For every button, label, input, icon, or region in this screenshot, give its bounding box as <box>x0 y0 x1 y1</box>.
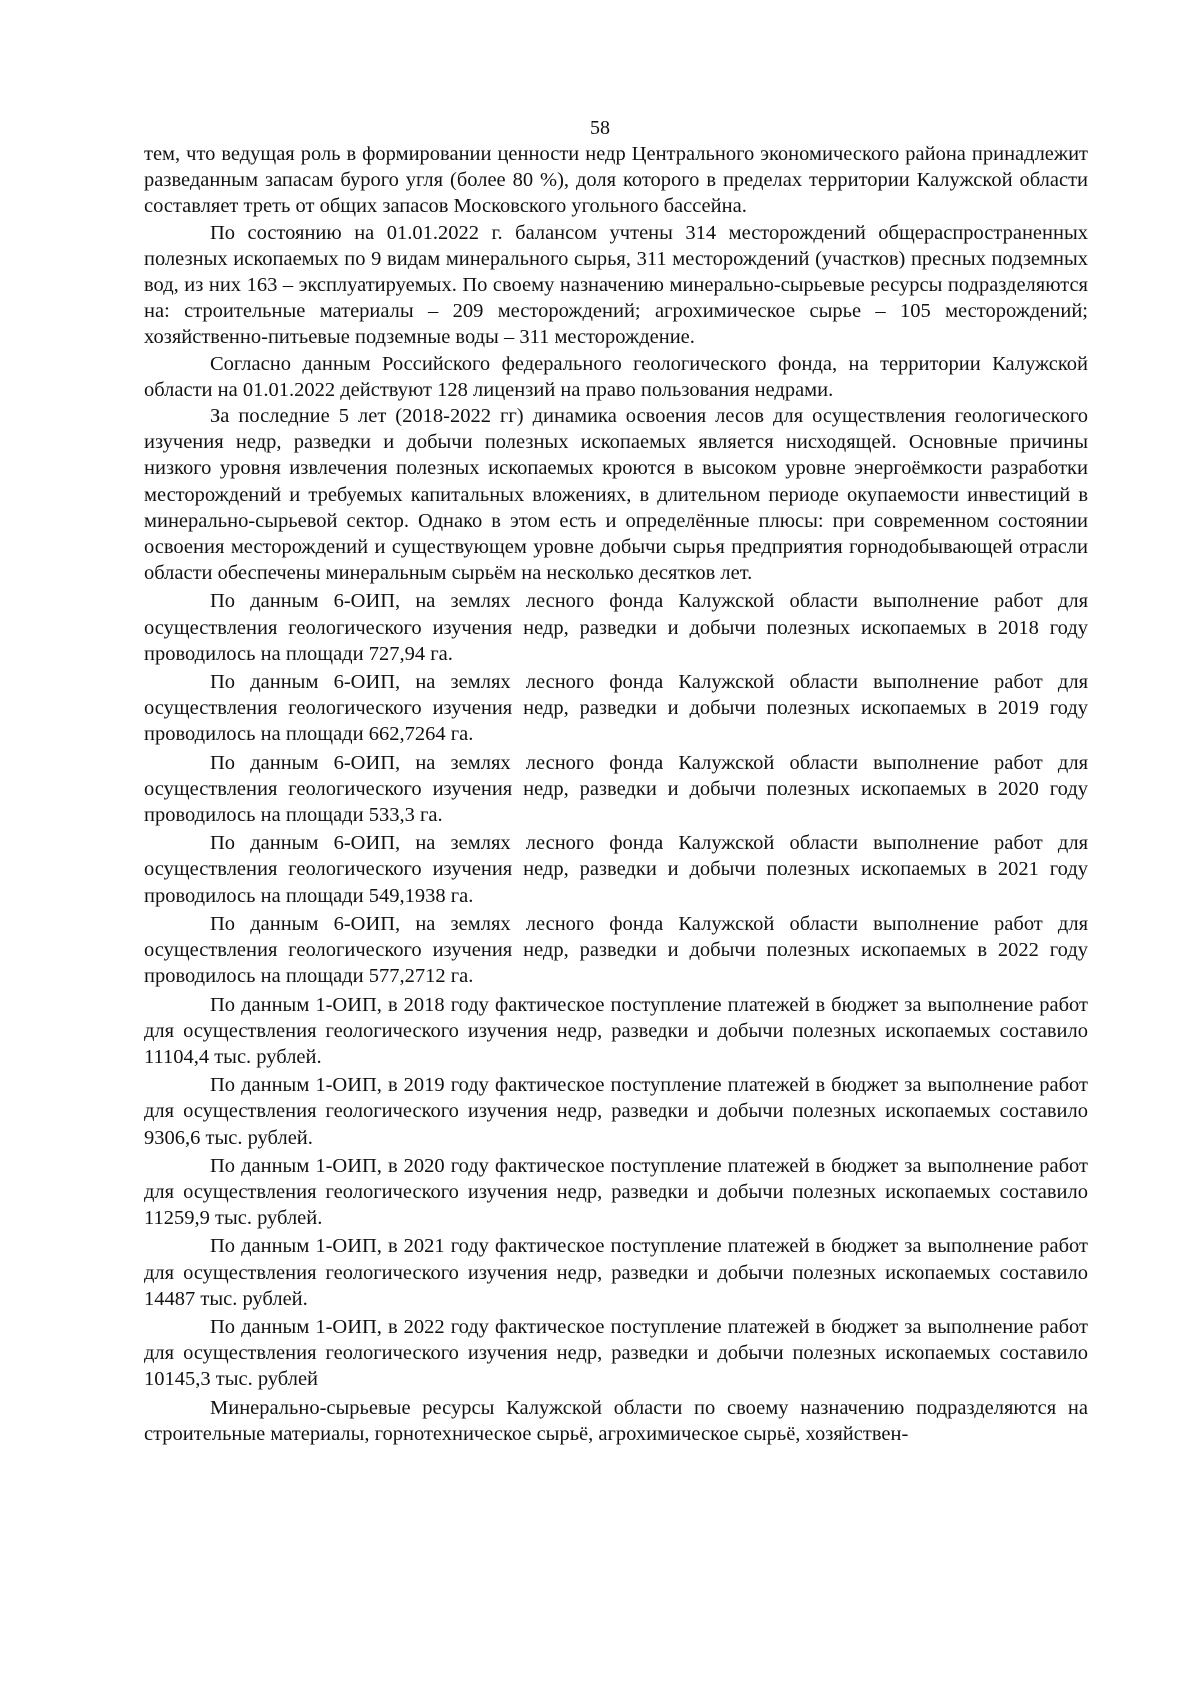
paragraph-area-2018: По данным 6-ОИП, на землях лесного фонда Калужской области выполнение работ для осуществления геологического изучения недр, разведки и добычи полезных ископаемых в 2018 году проводилось на площади 727,94 га. <box>144 590 1088 665</box>
paragraph-licenses: Согласно данным Российского федерального геологического фонда, на территории Калужской области на 01.01.2022 действуют 128 лицензий на право пользования недрами. <box>144 352 1088 401</box>
paragraph-payments-2022: По данным 1-ОИП, в 2022 году фактическое поступление платежей в бюджет за выполнение работ для осуществления геологического изучения недр, разведки и добычи полезных ископаемых составило 10145,3 тыс. рублей <box>144 1315 1088 1391</box>
paragraph-dynamics: За последние 5 лет (2018-2022 гг) динамика освоения лесов для осуществления геологического изучения недр, разведки и добычи полезных ископаемых является нисходящей. Основные причины низкого уровня извлечения полезных ископаемых кроются в высоком уровне энергоёмкости разработки месторождений и требуемых капитальных вложениях, в длительном периоде окупаемости инвестиций в минерально-сырьевой сектор. Однако в этом есть и определённые плюсы: при современном состоянии освоения месторождений и существующем уровне добычи сырья предприятия горнодобывающей отрасли области обеспечены минеральным сырьём на несколько десятков лет. <box>144 405 1088 585</box>
paragraph-area-2019: По данным 6-ОИП, на землях лесного фонда Калужской области выполнение работ для осуществления геологического изучения недр, разведки и добычи полезных ископаемых в 2019 году проводилось на площади 662,7264 га. <box>144 671 1088 746</box>
paragraph-deposits-balance: По состоянию на 01.01.2022 г. балансом учтены 314 месторождений общераспространенных полезных ископаемых по 9 видам минерального сырья, 311 месторождений (участков) пресных подземных вод, из них 163 – эксплуатируемых. По своему назначению минерально-сырьевые ресурсы подразделяются на: строительные материалы – 209 месторождений; агрохимическое сырье – 105 месторождений; хозяйственно-питьевые подземные воды – 311 месторождение. <box>144 221 1088 349</box>
document-body <box>144 141 1088 1447</box>
paragraph-payments-2020: По данным 1-ОИП, в 2020 году фактическое поступление платежей в бюджет за выполнение работ для осуществления геологического изучения недр, разведки и добычи полезных ископаемых составило 11259,9 тыс. рублей. <box>144 1154 1088 1230</box>
paragraph-area-2021: По данным 6-ОИП, на землях лесного фонда Калужской области выполнение работ для осуществления геологического изучения недр, разведки и добычи полезных ископаемых в 2021 году проводилось на площади 549,1938 га. <box>144 832 1088 907</box>
paragraph-payments-2021: По данным 1-ОИП, в 2021 году фактическое поступление платежей в бюджет за выполнение работ для осуществления геологического изучения недр, разведки и добычи полезных ископаемых составило 14487 тыс. рублей. <box>144 1235 1088 1310</box>
paragraph-resources-purpose: Минерально-сырьевые ресурсы Калужской области по своему назначению подразделяются на строительные материалы, горнотехническое сырьё, агрохимическое сырьё, хозяйствен- <box>144 1396 1088 1445</box>
paragraph-payments-2019: По данным 1-ОИП, в 2019 году фактическое поступление платежей в бюджет за выполнение работ для осуществления геологического изучения недр, разведки и добычи полезных ископаемых составило 9306,6 тыс. рублей. <box>144 1074 1088 1149</box>
paragraph-area-2020: По данным 6-ОИП, на землях лесного фонда Калужской области выполнение работ для осуществления геологического изучения недр, разведки и добычи полезных ископаемых в 2020 году проводилось на площади 533,3 га. <box>144 751 1088 827</box>
paragraph-continuation: тем, что ведущая роль в формировании ценности недр Центрального экономического района принадлежит разведанным запасам бурого угля (более 80 %), доля которого в пределах территории Калужской области составляет треть от общих запасов Московского угольного бассейна. <box>144 143 1088 218</box>
page-number: 58 <box>590 117 610 139</box>
paragraph-area-2022: По данным 6-ОИП, на землях лесного фонда Калужской области выполнение работ для осуществления геологического изучения недр, разведки и добычи полезных ископаемых в 2022 году проводилось на площади 577,2712 га. <box>144 912 1088 988</box>
paragraph-payments-2018: По данным 1-ОИП, в 2018 году фактическое поступление платежей в бюджет за выполнение работ для осуществления геологического изучения недр, разведки и добычи полезных ископаемых составило 11104,4 тыс. рублей. <box>144 993 1088 1068</box>
